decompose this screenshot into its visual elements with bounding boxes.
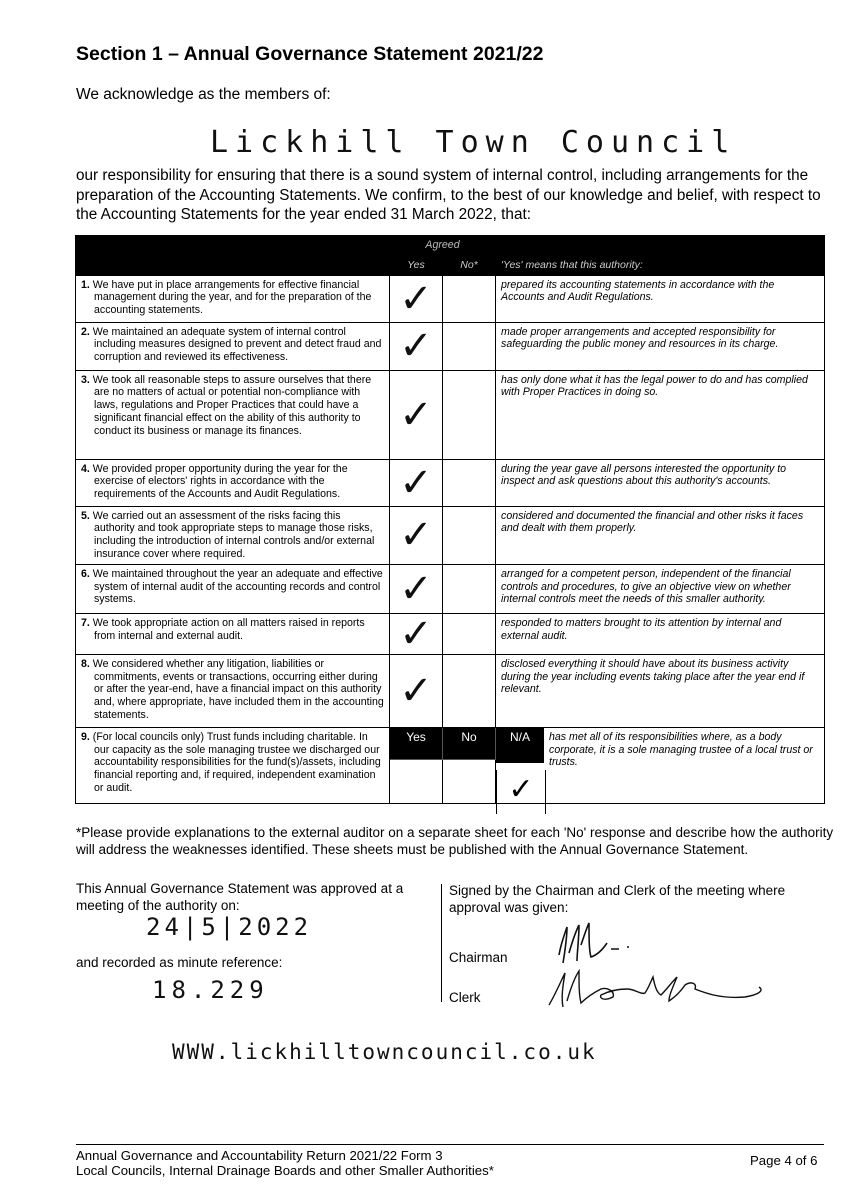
yes-tick: ✓ — [390, 370, 443, 459]
agreed-header: Agreed — [390, 236, 496, 256]
footer-rule — [76, 1144, 824, 1145]
statement-row — [76, 506, 825, 564]
row9-na-header: N/A — [496, 728, 544, 763]
means-header: 'Yes' means that this authority: — [496, 255, 825, 275]
no-cell — [443, 654, 496, 727]
authority-name-handwritten: Lickhill Town Council — [210, 125, 737, 160]
statement-text: 7. We took appropriate action on all matters raised in reports from internal and external audit. — [76, 613, 390, 654]
signature-divider — [441, 884, 442, 1002]
meaning-text: has only done what it has the legal power to do and has complied with Proper Practices in doing so. — [496, 370, 825, 459]
statement-text: 8. We considered whether any litigation, liabilities or commitments, events or transactions, occurring either during or after the year-end, have a financial impact on this authority and, where appropriate, have included them in the accounting statements. — [76, 654, 390, 727]
statement-text: 5. We carried out an assessment of the risks facing this authority and took appropriate steps to manage those risks, including the introduction of internal controls and/or external insurance cover where required. — [76, 506, 390, 564]
no-response-note: *Please provide explanations to the external auditor on a separate sheet for each 'No' response and describe how the authority will address the weaknesses identified. These sheets must be published with the Annual Governance Statement. — [76, 825, 834, 857]
row9-meaning: has met all of its responsibilities where, as a body corporate, it is a sole managing trustee of a local trust or trusts. — [549, 730, 813, 769]
meaning-text: considered and documented the financial and other risks it faces and dealt with them properly. — [496, 506, 825, 564]
header-blank — [76, 236, 390, 256]
no-cell — [443, 613, 496, 654]
acknowledge-text: We acknowledge as the members of: — [76, 86, 331, 103]
row9-na-cell — [496, 770, 546, 814]
minute-reference-handwritten: 18.229 — [152, 976, 269, 1004]
statement-text: 2. We maintained an adequate system of internal control including measures designed to prevent and detect fraud and corruption and reviewed its effectiveness. — [76, 322, 390, 370]
chairman-signature — [545, 915, 765, 1015]
meaning-text: made proper arrangements and accepted responsibility for safeguarding the public money and resources in its charge. — [496, 322, 825, 370]
clerk-label: Clerk — [449, 990, 481, 1005]
statement-row — [76, 564, 825, 613]
yes-tick: ✓ — [390, 564, 443, 613]
footer-line-2: Local Councils, Internal Drainage Boards and other Smaller Authorities* — [76, 1163, 494, 1178]
yes-tick: ✓ — [390, 275, 443, 322]
meaning-text: disclosed everything it should have about its business activity during the year including events taking place after the year end if relevant. — [496, 654, 825, 727]
minute-reference-label: and recorded as minute reference: — [76, 955, 283, 970]
statement-row — [76, 370, 825, 459]
header-blank-2 — [76, 255, 390, 275]
statement-text: 1. We have put in place arrangements for effective financial management during the year, and for the preparation of the accounting statements. — [76, 275, 390, 322]
meaning-text: prepared its accounting statements in accordance with the Accounts and Audit Regulations. — [496, 275, 825, 322]
no-cell — [443, 459, 496, 506]
intro-paragraph: our responsibility for ensuring that there is a sound system of internal control, including arrangements for the preparation of the Accounting Statements. We confirm, to the best of our knowledge and belief, with respect to the Accounting Statements for the year ended 31 March 2022, that: — [76, 167, 821, 223]
page-number: Page 4 of 6 — [750, 1153, 818, 1168]
statement-row — [76, 322, 825, 370]
footer-line-1: Annual Governance and Accountability Return 2021/22 Form 3 — [76, 1148, 443, 1163]
approval-date-handwritten: 24|5|2022 — [146, 913, 313, 941]
no-cell — [443, 322, 496, 370]
header-blank-right — [496, 236, 825, 256]
yes-tick: ✓ — [390, 459, 443, 506]
yes-tick: ✓ — [390, 613, 443, 654]
yes-tick: ✓ — [390, 322, 443, 370]
no-header: No* — [443, 255, 496, 275]
yes-header: Yes — [390, 255, 443, 275]
website-handwritten: WWW.lickhilltowncouncil.co.uk — [172, 1040, 597, 1064]
no-cell — [443, 506, 496, 564]
row9-yes-header: Yes — [390, 727, 443, 759]
meaning-text: during the year gave all persons interested the opportunity to inspect and ask questions about this authority's accounts. — [496, 459, 825, 506]
statement-row — [76, 459, 825, 506]
approval-text: This Annual Governance Statement was approved at a meeting of the authority on: — [76, 881, 404, 913]
no-cell — [443, 370, 496, 459]
row9-no-header: No — [443, 727, 496, 759]
section-title: Section 1 – Annual Governance Statement 2021/22 — [76, 43, 544, 65]
row9-no-cell — [443, 759, 496, 803]
statement-row — [76, 275, 825, 322]
governance-table — [75, 235, 825, 804]
meaning-text: arranged for a competent person, independent of the financial controls and procedures, to give an objective view on whether internal controls meet the needs of this smaller authority. — [496, 564, 825, 613]
statement-text: 4. We provided proper opportunity during the year for the exercise of electors' rights in accordance with the requirements of the Accounts and Audit Regulations. — [76, 459, 390, 506]
chairman-label: Chairman — [449, 950, 508, 965]
no-cell — [443, 275, 496, 322]
signed-text: Signed by the Chairman and Clerk of the meeting where approval was given: — [449, 883, 786, 915]
row9-yes-cell — [390, 759, 443, 803]
footer-text — [76, 1148, 494, 1178]
no-cell — [443, 564, 496, 613]
meaning-text: responded to matters brought to its attention by internal and external audit. — [496, 613, 825, 654]
yes-tick: ✓ — [390, 506, 443, 564]
statement-row — [76, 654, 825, 727]
row9-statement: 9. (For local councils only) Trust funds including charitable. In our capacity as the sole managing trustee we discharged our accountability responsibilities for the fund(s)/assets, including financial reporting and, if required, independent examination or audit. — [76, 727, 390, 803]
statement-text: 3. We took all reasonable steps to assure ourselves that there are no matters of actual or potential non-compliance with laws, regulations and Proper Practices that could have a significant financial effect on the ability of this authority to conduct its business or manage its finances. — [76, 370, 390, 459]
yes-tick: ✓ — [390, 654, 443, 727]
row9-na-tick: ✓ — [508, 772, 534, 807]
statement-row — [76, 613, 825, 654]
statement-text: 6. We maintained throughout the year an adequate and effective system of internal audit of the accounting records and control systems. — [76, 564, 390, 613]
